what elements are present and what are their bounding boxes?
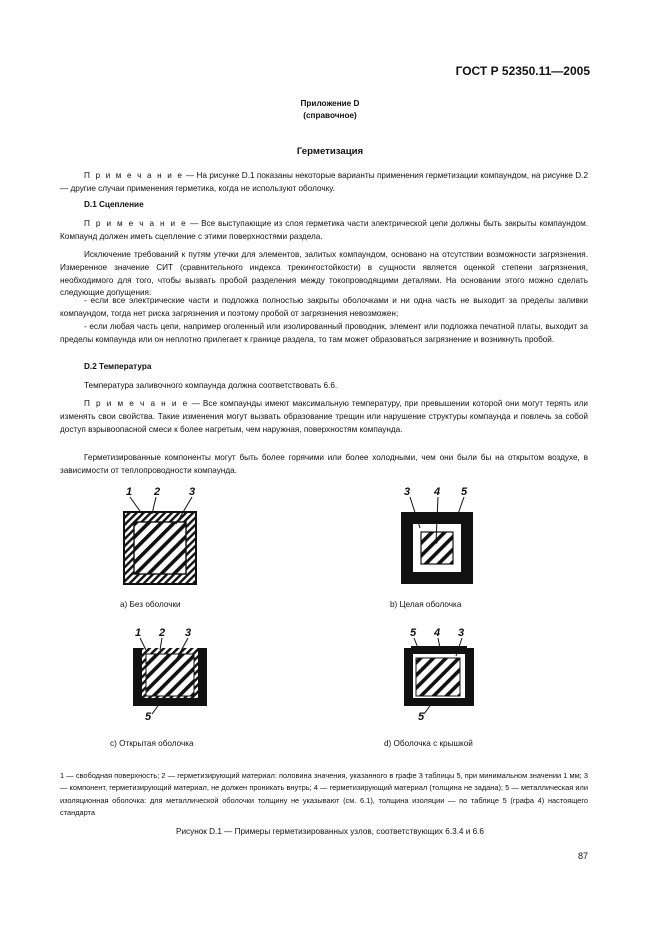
figure-label-3: 3 (185, 627, 192, 639)
caption-d: d) Оболочка с крышкой (384, 739, 473, 748)
figure-d1 (0, 478, 661, 768)
caption-a: a) Без оболочки (120, 600, 181, 609)
caption-b: b) Целая оболочка (390, 600, 462, 609)
intro-note-text: — На рисунке D.1 показаны некоторые варианты применения герметизации компаундом, на рисунке D.2 — другие случаи применения герметика, когда не используют оболочку. (60, 171, 588, 193)
figure-label-3: 3 (404, 486, 411, 498)
note-label: П р и м е ч а н и е (84, 219, 188, 228)
d1-paragraph: Исключение требований к путям утечки для элементов, залитых компаундом, основано на отсутствии возможности загрязнения. Измеренное значение СИТ (сравнительного индекса трекингостойкости) в сущности является оценкой степени загрязнения, необходимого для того, чтобы вызвать пробой разделения между токопроводящими деталями. На основании этого можно сделать следующие допущения: (60, 250, 588, 298)
intro-note (60, 170, 588, 196)
figure-label-1: 1 (126, 486, 133, 498)
diagram-a-no-enclosure (124, 497, 196, 584)
note-label: П р и м е ч а н и е (84, 399, 189, 408)
figure-label-4: 4 (434, 486, 441, 498)
figure-legend: 1 — свободная поверхность; 2 — герметизирующий материал: половина значения, указанного в графе 3 таблицы 5, при минимальном значении 1 мм; 3 — компонент, герметизирующий материал, не должен проникать внутрь; 4 — герметизирующий материал (толщина не задана); 5 — металлическая или изоляционная оболочка: для металлической оболочки толщину не указывают (см. 6.1), толщина изоляции — по таблице 5 (графа 4) настоящего стандарта (60, 771, 588, 818)
d2-paragraph-2: Герметизированные компоненты могут быть более горячими или более холодными, чем они были бы на открытом воздухе, в зависимости от теплопроводности компаунда. (60, 453, 588, 475)
document-standard-number: ГОСТ Р 52350.11—2005 (455, 64, 590, 78)
d2-heading: D.2 Температура (84, 362, 152, 371)
figure-label-1: 1 (135, 627, 142, 639)
d1-heading: D.1 Сцепление (84, 200, 144, 209)
diagram-b-full-enclosure (401, 497, 473, 584)
caption-c: c) Открытая оболочка (110, 739, 194, 748)
figure-label-5: 5 (410, 627, 417, 639)
figure-label-4: 4 (434, 627, 441, 639)
figure-label-3: 3 (458, 627, 465, 639)
diagram-d-enclosure-with-lid (404, 638, 474, 714)
annex-subtitle: (справочное) (303, 111, 357, 120)
figure-label-2: 2 (154, 486, 161, 498)
figure-label-2: 2 (159, 627, 166, 639)
figure-title: Рисунок D.1 — Примеры герметизированных узлов, соответствующих 6.3.4 и 6.6 (175, 827, 484, 836)
section-title: Герметизация (296, 146, 364, 157)
page-number: 87 (577, 851, 588, 861)
d1-bullet-2: - если любая часть цепи, например оголенный или изолированный проводник, элемент или подложка печатной платы, выходит за пределы компаунда или он неплотно прилегает к границе раздела, то там может образоваться загрязнение и возникнуть пробой. (60, 322, 588, 344)
d1-note (60, 218, 588, 244)
figure-label-5: 5 (461, 486, 468, 498)
d2-note-text: — Все компаунды имеют максимальную температуру, при превышении которой они могут терять или изменять свои свойства. Такие изменения могут вызвать образование трещин или нарушение структуры компаунда и повлечь за собой доступ взрывоопасной смеси к более нагретым, чем наружная, поверхностям компаунда. (60, 399, 588, 434)
d1-note-text: — Все выступающие из слоя герметика части электрической цепи должны быть закрыты компаундом. Компаунд должен иметь сцепление с этими поверхностями раздела. (60, 219, 588, 241)
figure-label-3: 3 (189, 486, 196, 498)
figure-label-5: 5 (145, 711, 152, 723)
diagram-c-open-enclosure (133, 638, 207, 714)
d2-note (60, 398, 588, 436)
d2-paragraph-1: Температура заливочного компаунда должна соответствовать 6.6. (84, 381, 338, 390)
annex-title: Приложение D (300, 99, 360, 108)
note-label: П р и м е ч а н и е (84, 171, 184, 180)
d1-bullet-1: - если все электрические части и подложка полностью закрыты оболочками и ни одна часть не выходит за пределы заливки компаундом, тогда нет риска загрязнения и поэтому пробой от загрязнения невозможен; (60, 296, 588, 318)
figure-label-5: 5 (418, 711, 425, 723)
